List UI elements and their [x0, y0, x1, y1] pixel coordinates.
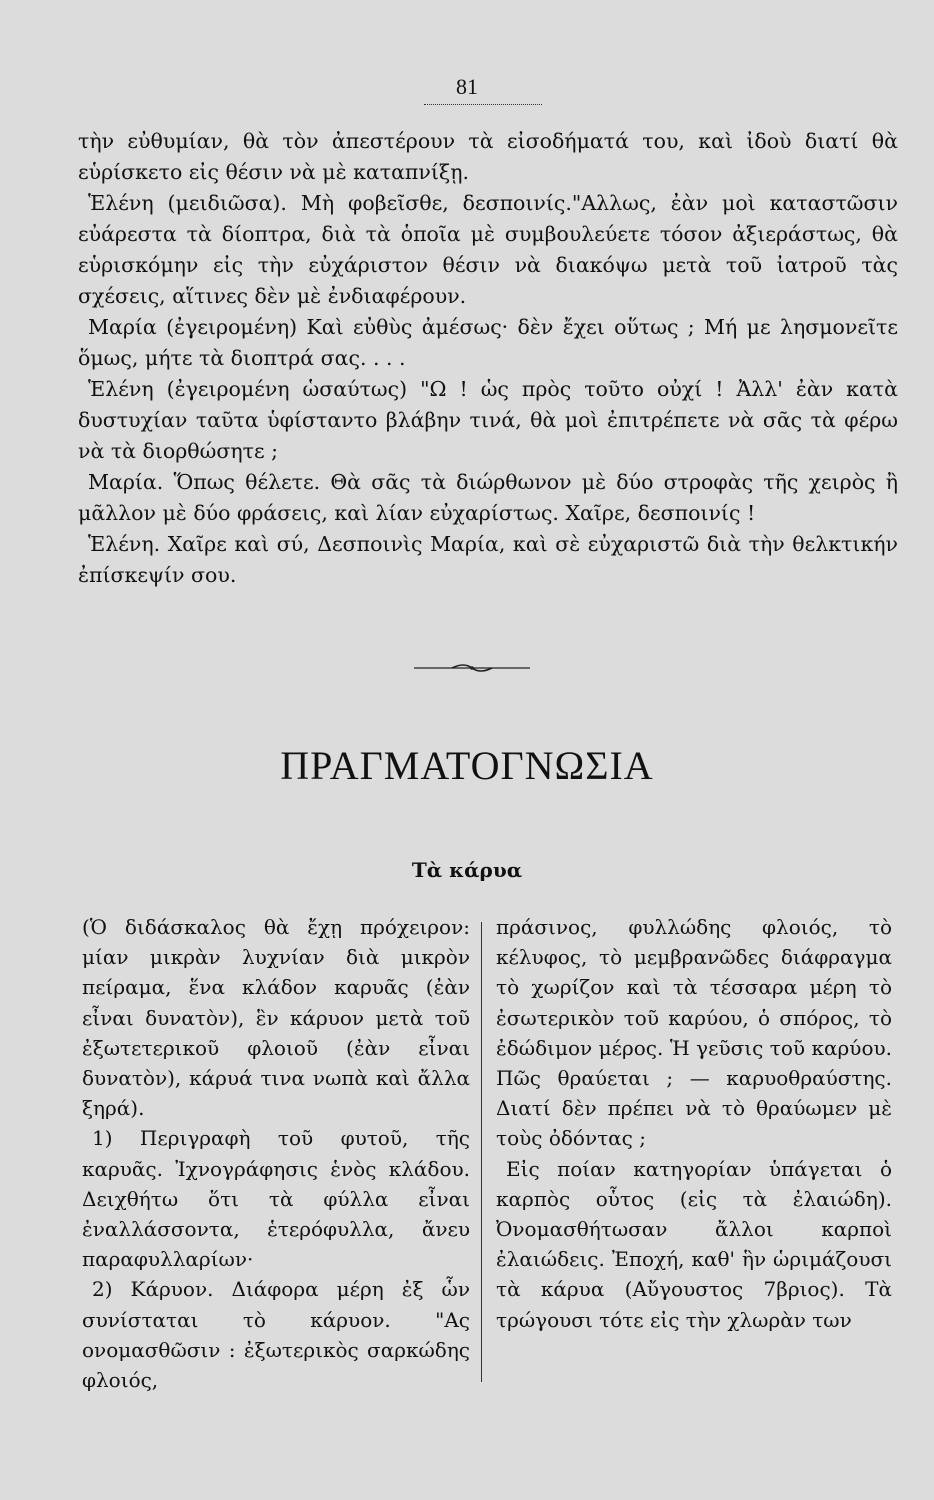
- right-column: [496, 912, 892, 1335]
- dialogue-paragraph: τὴν εὐθυμίαν, θὰ τὸν ἀπεστέρουν τὰ εἰσοδήματά του, καὶ ἰδοὺ διατί θὰ εὑρίσκετο εἰς θέσιν νὰ μὲ καταπνίξῃ.: [78, 129, 898, 184]
- column-paragraph: 2) Κάρυον. Διάφορα μέρη ἐξ ὧν συνίσταται τὸ κάρυον. "Ας ονομασθῶσιν : ἐξωτερικὸς σαρκώδης φλοιός,: [82, 1277, 470, 1393]
- column-paragraph: 1) Περιγραφὴ τοῦ φυτοῦ, τῆς καρυᾶς. Ἰχνογράφησις ἑνὸς κλάδου. Δειχθήτω ὅτι τὰ φύλλα εἶναι ἐναλλάσσοντα, ἑτερόφυλλα, ἄνευ παραφυλλαρίων·: [82, 1126, 470, 1272]
- dialogue-paragraph: Ἑλένη (μειδιῶσα). Μὴ φοβεῖσθε, δεσποινίς."Αλλως, ἐὰν μοὶ καταστῶσιν εὐάρεστα τὰ δίοπτρα, διὰ τὰ ὁποῖα μὲ συμβουλεύετε τόσον ἀξιεράστως, θὰ εὑρισκόμην εἰς τὴν εὐχάριστον θέσιν νὰ διακόψω μετὰ τοῦ ἰατροῦ τὰς σχέσεις, αἵτινες δὲν μὲ ἐνδιαφέρουν.: [78, 191, 898, 308]
- ornament-divider: [412, 662, 532, 674]
- dialogue-paragraph: Ἑλένη (ἐγειρομένη ὡσαύτως) "Ω ! ὡς πρὸς τοῦτο οὐχί ! Ἀλλ' ἐὰν κατὰ δυστυχίαν ταῦτα ὑφίσταντο βλάβην τινά, θὰ μοὶ ἐπιτρέπετε νὰ σᾶς τὰ φέρω νὰ τὰ διορθώσητε ;: [78, 377, 898, 463]
- column-paragraph: πράσινος, φυλλώδης φλοιός, τὸ κέλυφος, τὸ μεμβρανῶδες διάφραγμα τὸ χωρίζον καὶ τὰ τέσσαρα μέρη τὸ ἐσωτερικὸν τοῦ καρύου, ὁ σπόρος, τὸ ἐδώδιμον μέρος. Ἡ γεῦσις τοῦ καρύου. Πῶς θραύεται ; — καρυοθραύστης. Διατί δὲν πρέπει νὰ τὸ θραύωμεν μὲ τοὺς ὀδόντας ;: [496, 915, 892, 1151]
- left-column: [82, 912, 470, 1395]
- dialogue-paragraph: Μαρία. Ὅπως θέλετε. Θὰ σᾶς τὰ διώρθωνον μὲ δύο στροφὰς τῆς χειρὸς ἢ μᾶλλον μὲ δύο φράσεις, καὶ λίαν εὐχαρίστως. Χαῖρε, δεσποινίς !: [78, 470, 898, 525]
- section-title: ΠΡΑΓΜΑΤΟΓΝΩΣΙΑ: [280, 743, 654, 788]
- column-divider: [481, 922, 482, 1382]
- page-number: 81: [456, 74, 478, 99]
- dialogue-paragraph: Ἑλένη. Χαῖρε καὶ σύ, Δεσποινὶς Μαρία, καὶ σὲ εὐχαριστῶ διὰ τὴν θελκτικήν ἐπίσκεψίν σου.: [78, 532, 898, 587]
- page-number-rule: [424, 104, 542, 105]
- dialogue-text: [78, 126, 898, 591]
- section-subtitle: Τὰ κάρυα: [411, 858, 523, 882]
- column-paragraph: (Ὁ διδάσκαλος θὰ ἔχῃ πρόχειρον: μίαν μικρὰν λυχνίαν διὰ μικρὸν πείραμα, ἕνα κλάδον καρυᾶς (ἐὰν εἶναι δυνατὸν), ἓν κάρυον μετὰ τοῦ ἐξωτετερικοῦ φλοιοῦ (ἐὰν εἶναι δυνατὸν), κάρυά τινα νωπὰ καὶ ἄλλα ξηρά).: [82, 915, 470, 1121]
- column-paragraph: Εἰς ποίαν κατηγορίαν ὑπάγεται ὁ καρπὸς οὗτος (εἰς τὰ ἐλαιώδη). Ὀνομασθήτωσαν ἄλλοι καρποὶ ἐλαιώδεις. Ἐποχή, καθ' ἣν ὡριμάζουσι τὰ κάρυα (Αὔγουστος 7βριος). Τὰ τρώγουσι τότε εἰς τὴν χλωρὰν των: [496, 1156, 892, 1332]
- dialogue-paragraph: Μαρία (ἐγειρομένη) Καὶ εὐθὺς ἀμέσως· δὲν ἔχει οὕτως ; Μή με λησμονεῖτε ὅμως, μήτε τὰ διοπτρά σας. . . .: [78, 315, 898, 370]
